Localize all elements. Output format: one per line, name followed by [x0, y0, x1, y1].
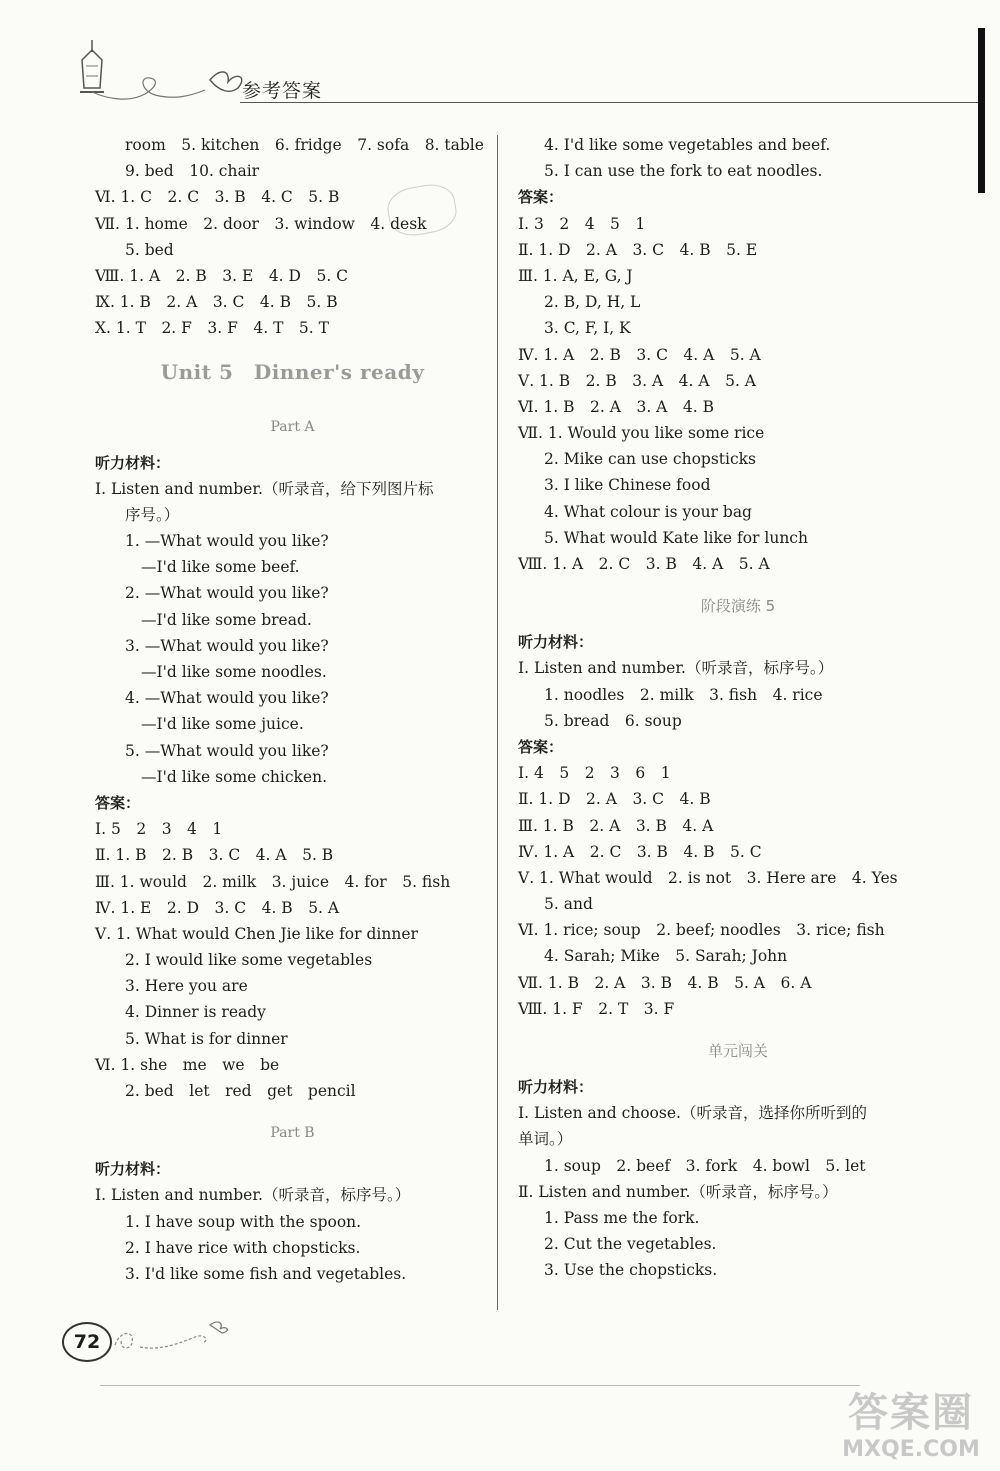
left-line: 2. —What would you like?	[125, 584, 329, 603]
left-column	[95, 132, 490, 1287]
right-line: 5. and	[544, 895, 593, 914]
right-line: 5. I can use the fork to eat noodles.	[544, 162, 823, 181]
right-line: Ⅱ. 1. D 2. A 3. C 4. B 5. E	[518, 240, 758, 259]
right-line: 3. Use the chopsticks.	[544, 1261, 718, 1280]
right-line: Ⅷ. 1. F 2. T 3. F	[518, 999, 675, 1018]
left-line: —I'd like some juice.	[141, 715, 304, 734]
section-label: 听力材料：	[95, 453, 171, 472]
column-divider	[497, 135, 498, 1310]
watermark-main: 答案圈	[848, 1390, 974, 1436]
left-line: 5. —What would you like?	[125, 741, 329, 760]
right-line: 4. I'd like some vegetables and beef.	[544, 136, 831, 154]
left-line: 2. I would like some vegetables	[125, 951, 373, 970]
section-label: 听力材料：	[518, 633, 594, 652]
right-line: Ⅷ. 1. A 2. C 3. B 4. A 5. A	[518, 555, 770, 573]
left-line: 1. —What would you like?	[125, 532, 329, 551]
left-line: Ⅰ. 5 2 3 4 1	[95, 820, 223, 839]
header-rule	[240, 102, 980, 103]
right-line: 2. Mike can use chopsticks	[544, 450, 756, 469]
right-line: Ⅵ. 1. B 2. A 3. A 4. B	[518, 397, 714, 416]
left-line: Ⅹ. 1. T 2. F 3. F 4. T 5. T	[95, 319, 329, 338]
section-label: 听力材料：	[95, 1160, 171, 1179]
left-line: Ⅴ. 1. What would Chen Jie like for dinner	[95, 924, 418, 943]
left-line: Ⅲ. 1. would 2. milk 3. juice 4. for 5. fish	[95, 872, 451, 891]
left-line: room 5. kitchen 6. fridge 7. sofa 8. table	[125, 136, 484, 154]
left-line: Ⅷ. 1. A 2. B 3. E 4. D 5. C	[95, 266, 349, 285]
right-line: 4. Sarah; Mike 5. Sarah; John	[544, 947, 788, 966]
section-label: 答案：	[95, 793, 141, 812]
right-line: 3. I like Chinese food	[544, 476, 711, 495]
page-header	[0, 0, 1000, 115]
left-line: 3. I'd like some fish and vegetables.	[125, 1264, 407, 1283]
page-header-title: 参考答案	[242, 80, 323, 102]
section-label: 答案：	[518, 737, 564, 756]
section-title: 单元闯关	[707, 1042, 768, 1060]
right-line: Ⅰ. Listen and number.（听录音，标序号。）	[518, 659, 834, 678]
right-line: Ⅶ. 1. B 2. A 3. B 4. B 5. A 6. A	[518, 973, 812, 992]
left-line: 2. bed let red get pencil	[125, 1082, 356, 1100]
right-line: Ⅲ. 1. B 2. A 3. B 4. A	[518, 816, 714, 835]
left-line: Ⅰ. Listen and number.（听录音，标序号。）	[95, 1186, 411, 1205]
left-line: Ⅵ. 1. she me we be	[95, 1055, 280, 1074]
footer-flourish-icon	[110, 1315, 310, 1355]
footer-rule	[100, 1385, 860, 1386]
watermark-site: MXQE.COM	[842, 1437, 980, 1462]
left-line: —I'd like some beef.	[141, 558, 300, 577]
left-line: 1. I have soup with the spoon.	[125, 1212, 362, 1231]
left-line: 5. What is for dinner	[125, 1029, 288, 1048]
right-column	[518, 132, 958, 1284]
left-line: Ⅱ. 1. B 2. B 3. C 4. A 5. B	[95, 846, 334, 865]
watermark	[826, 1390, 996, 1470]
left-line: Ⅵ. 1. C 2. C 3. B 4. C 5. B	[95, 188, 340, 207]
right-line: 1. soup 2. beef 3. fork 4. bowl 5. let	[544, 1156, 866, 1175]
left-line: —I'd like some noodles.	[141, 663, 327, 681]
left-line: 序号。）	[125, 505, 180, 524]
right-line: Ⅰ. Listen and choose.（听录音，选择你所听到的	[518, 1104, 867, 1123]
right-line: Ⅳ. 1. A 2. B 3. C 4. A 5. A	[518, 345, 761, 364]
right-line: Ⅴ. 1. B 2. B 3. A 4. A 5. A	[518, 371, 756, 390]
left-line: Ⅳ. 1. E 2. D 3. C 4. B 5. A	[95, 898, 340, 917]
section-label: 答案：	[518, 188, 564, 207]
right-line: Ⅶ. 1. Would you like some rice	[518, 424, 765, 443]
left-line: Ⅰ. Listen and number.（听录音，给下列图片标	[95, 479, 434, 498]
left-line: 9. bed 10. chair	[125, 162, 260, 181]
right-line: Ⅴ. 1. What would 2. is not 3. Here are 4. Yes	[518, 868, 898, 887]
right-line: 4. What colour is your bag	[544, 502, 752, 521]
right-line: Ⅱ. Listen and number.（听录音，标序号。）	[518, 1182, 838, 1201]
section-title: 阶段演练 5	[700, 597, 776, 616]
page-number: 72	[62, 1322, 112, 1362]
left-line: 3. —What would you like?	[125, 636, 329, 655]
left-line: Ⅸ. 1. B 2. A 3. C 4. B 5. B	[95, 293, 338, 312]
unit-title: Unit 5 Dinner's ready	[160, 359, 425, 384]
right-line: 2. Cut the vegetables.	[544, 1235, 717, 1254]
left-line: 5. bed	[125, 240, 174, 259]
left-line: 4. —What would you like?	[125, 689, 329, 708]
left-line: —I'd like some bread.	[141, 610, 312, 629]
section-label: 听力材料：	[518, 1078, 594, 1096]
right-line: Ⅵ. 1. rice; soup 2. beef; noodles 3. rice; fish	[518, 921, 885, 940]
part-title: Part B	[270, 1125, 315, 1142]
right-line: Ⅰ. 3 2 4 5 1	[518, 214, 646, 233]
left-line: —I'd like some chicken.	[141, 767, 327, 786]
page-edge-bar	[978, 28, 985, 193]
right-line: 1. Pass me the fork.	[544, 1208, 700, 1227]
right-line: Ⅲ. 1. A, E, G, J	[518, 266, 633, 285]
right-line: 单词。）	[518, 1130, 573, 1149]
right-line: Ⅰ. 4 5 2 3 6 1	[518, 764, 671, 783]
part-title: Part A	[270, 418, 315, 435]
right-line: 3. C, F, I, K	[544, 319, 631, 338]
left-line: Ⅶ. 1. home 2. door 3. window 4. desk	[95, 214, 427, 233]
right-line: 2. B, D, H, L	[544, 293, 641, 312]
left-line: 3. Here you are	[125, 977, 248, 996]
right-line: 1. noodles 2. milk 3. fish 4. rice	[544, 685, 823, 704]
right-line: Ⅱ. 1. D 2. A 3. C 4. B	[518, 790, 711, 809]
right-line: 5. What would Kate like for lunch	[544, 528, 808, 547]
right-line: 5. bread 6. soup	[544, 711, 682, 730]
left-line: 2. I have rice with chopsticks.	[125, 1238, 361, 1257]
right-line: Ⅳ. 1. A 2. C 3. B 4. B 5. C	[518, 842, 762, 861]
left-line: 4. Dinner is ready	[125, 1003, 266, 1022]
